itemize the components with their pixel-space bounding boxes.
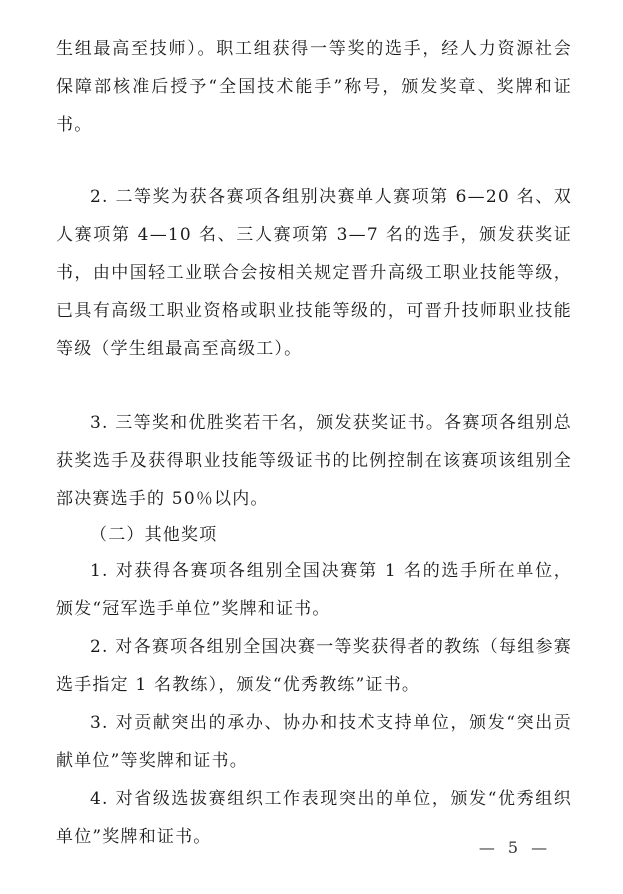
paragraph-second-prize: 2. 二等奖为获各赛项各组别决赛单人赛项第 6—20 名、双人赛项第 4—10 名、三人赛项第 3—7 名的选手，颁发获奖证书，由中国轻工业联合会按相关规定晋升高级工职业技能等级，已具有高级工职业资格或职业技能等级的，可晋升技师职业技能等级（学生组最高至高级工）。 [56, 187, 572, 359]
other-award-item-1: 1. 对获得各赛项各组别全国决赛第 1 名的选手所在单位，颁发“冠军选手单位”奖牌和证书。 [56, 561, 572, 619]
paragraph-third-prize: 3. 三等奖和优胜奖若干名，颁发获奖证书。各赛项各组别总获奖选手及获得职业技能等级证书的比例控制在该赛项该组别全部决赛选手的 50％以内。 [56, 413, 572, 509]
other-award-item-2: 2. 对各赛项各组别全国决赛一等奖获得者的教练（每组参赛选手指定 1 名教练），颁发“优秀教练”证书。 [56, 637, 572, 695]
page-number: — 5 — [478, 838, 552, 857]
other-award-item-4: 4. 对省级选拔赛组织工作表现突出的单位，颁发“优秀组织单位”奖牌和证书。 [56, 789, 572, 847]
other-award-item-3: 3. 对贡献突出的承办、协办和技术支持单位，颁发“突出贡献单位”等奖牌和证书。 [56, 713, 572, 771]
section-heading-other-awards: （二）其他奖项 [90, 525, 218, 545]
paragraph-continued: 生组最高至技师）。职工组获得一等奖的选手，经人力资源社会保障部核准后授予“全国技术能手”称号，颁发奖章、奖牌和证书。 [56, 39, 572, 135]
